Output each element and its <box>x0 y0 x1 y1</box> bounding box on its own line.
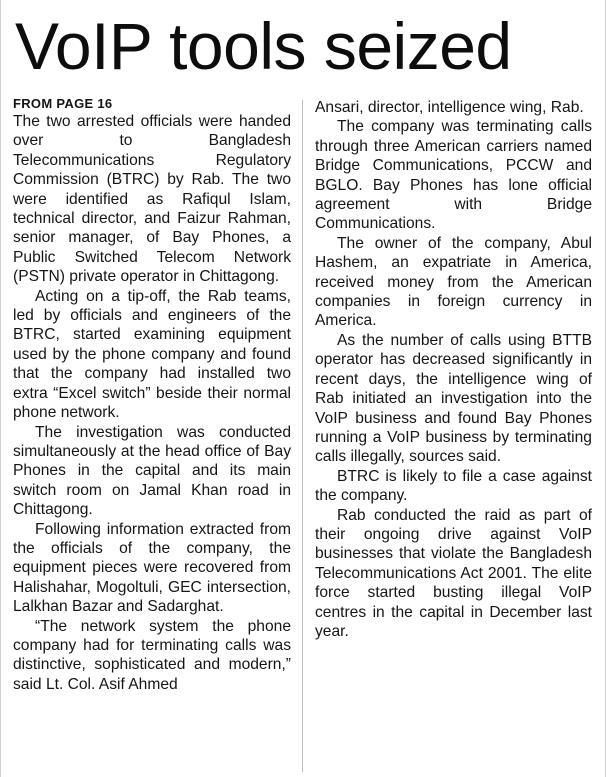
paragraph: The owner of the company, Abul Hashem, an expatriate in America, received money from the American companies in foreign currency in America. <box>315 234 592 330</box>
article-column-right <box>315 98 592 641</box>
headline: VoIP tools seized <box>15 9 512 83</box>
paragraph: BTRC is likely to file a case against the company. <box>315 467 592 505</box>
paragraph: Rab conducted the raid as part of their ongoing drive against VoIP businesses that violate the Bangladesh Telecommunications Act 2001. The elite force started busting illegal VoIP centres in the capital in December last year. <box>315 506 592 640</box>
paragraph: Ansari, director, intelligence wing, Rab. <box>315 99 584 116</box>
column-divider <box>302 100 303 772</box>
paragraph: As the number of calls using BTTB operator has decreased significantly in recent days, the intelligence wing of Rab initiated an investigation into the VoIP business and found Bay Phones running a VoIP business by terminating calls illegally, sources said. <box>315 331 592 466</box>
paragraph: Acting on a tip-off, the Rab teams, led by officials and engineers of the BTRC, started examining equipment used by the phone company and found that the company had installed two extra “Excel switch” beside their normal phone network. <box>13 287 291 422</box>
continuation-kicker: FROM PAGE 16 <box>13 96 113 111</box>
paragraph: The investigation was conducted simultaneously at the head office of Bay Phones in the capital and its main switch room on Jamal Khan road in Chittagong. <box>13 423 291 519</box>
paragraph: The company was terminating calls through three American carriers named Bridge Communications, PCCW and BGLO. Bay Phones has lone official agreement with Bridge Communications. <box>315 118 592 233</box>
paragraph: The two arrested officials were handed over to Bangladesh Telecommunications Regulatory Commission (BTRC) by Rab. The two were identified as Rafiqul Islam, technical director, and Faizur Rahman, senior manager, of Bay Phones, a Public Switched Telecom Network (PSTN) private operator in Chittagong. <box>13 113 291 286</box>
paragraph: “The network system the phone company had for terminating calls was distinctive, sophisticated and modern,” said Lt. Col. Asif Ahmed <box>13 617 291 693</box>
article-column-left <box>13 96 291 694</box>
paragraph: Following information extracted from the officials of the company, the equipment pieces were recovered from Halishahar, Mogoltuli, GEC intersection, Lalkhan Bazar and Sadarghat. <box>13 520 291 616</box>
